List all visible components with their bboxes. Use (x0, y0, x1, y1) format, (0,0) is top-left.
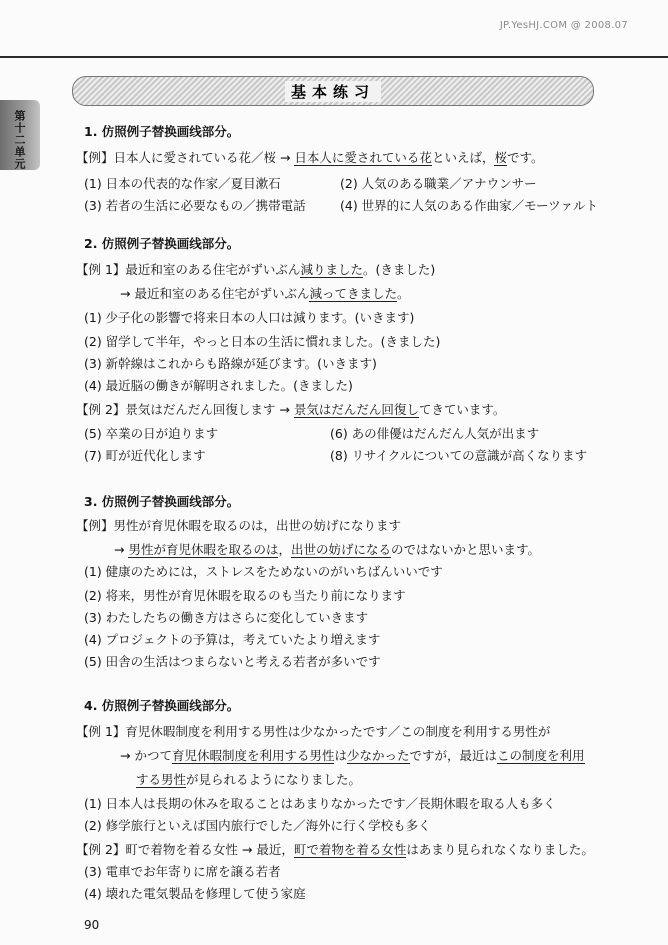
s3-item-3: (3) わたしたちの働き方はさらに変化していきます (84, 610, 369, 625)
s2-example-2: 【例 2】景気はだんだん回復します → 景気はだんだん回復してきています。 (76, 402, 506, 417)
s4-item-4: (4) 壊れた電気製品を修理して使う家庭 (84, 886, 306, 901)
s4-example-1: 【例 1】育児休暇制度を利用する男性は少なかったです／この制度を利用する男性が (76, 724, 551, 739)
s2-item-1: (1) 少子化の影響で将来日本の人口は減ります。(いきます) (84, 310, 415, 325)
s4-example-1-answer-cont: する男性が見られるようになりました。 (136, 772, 362, 787)
section-1-heading: 1. 仿照例子替换画线部分。 (84, 124, 240, 139)
header-rule (0, 56, 668, 58)
s3-example: 【例】男性が育児休暇を取るのは，出世の妨げになります (76, 518, 402, 533)
watermark: JP.YesHJ.COM @ 2008.07 (499, 20, 628, 31)
section-3-heading: 3. 仿照例子替换画线部分。 (84, 494, 240, 509)
s1-item-4: (4) 世界的に人気のある作曲家／モーツァルト (340, 198, 599, 213)
s1-item-3: (3) 若者の生活に必要なもの／携帯電話 (84, 198, 306, 213)
s2-item-4: (4) 最近脳の働きが解明されました。(きました) (84, 378, 353, 393)
page-number: 90 (84, 918, 100, 932)
s2-item-8: (8) リサイクルについての意識が高くなります (330, 448, 588, 463)
unit-side-tab (0, 100, 40, 170)
section-2-heading: 2. 仿照例子替换画线部分。 (84, 236, 240, 251)
section-4-heading: 4. 仿照例子替换画线部分。 (84, 698, 240, 713)
s3-item-5: (5) 田舎の生活はつまらないと考える若者が多いです (84, 654, 381, 669)
section-1-example: 【例】日本人に愛されている花／桜 → 日本人に愛されている花といえば，桜です。 (76, 150, 544, 165)
s2-item-3: (3) 新幹線はこれからも路線が延びます。(いきます) (84, 356, 377, 371)
s4-item-2: (2) 修学旅行といえば国内旅行でした／海外に行く学校も多く (84, 818, 431, 833)
s4-example-1-answer: → かつて育児休暇制度を利用する男性は少なかったですが，最近はこの制度を利用 (120, 748, 585, 763)
s3-item-4: (4) プロジェクトの予算は，考えていたより増えます (84, 632, 381, 647)
s2-item-2: (2) 留学して半年，やっと日本の生活に慣れました。(きました) (84, 334, 441, 349)
s1-item-1: (1) 日本の代表的な作家／夏目漱石 (84, 176, 281, 191)
s3-example-answer: → 男性が育児休暇を取るのは，出世の妨げになるのではないかと思います。 (114, 542, 541, 557)
s2-example-1: 【例 1】最近和室のある住宅がずいぶん減りました。(きました) (76, 262, 436, 277)
s4-item-1: (1) 日本人は長期の休みを取ることはあまりなかったです／長期休暇を取る人も多く (84, 796, 556, 811)
s4-example-2: 【例 2】町で着物を着る女性 → 最近，町で着物を着る女性はあまり見られなくなりました。 (76, 842, 594, 857)
s2-item-6: (6) あの俳優はだんだん人気が出ます (330, 426, 540, 441)
s3-item-2: (2) 将来，男性が育児休暇を取るのも当たり前になります (84, 588, 406, 603)
banner-title: 基本练习 (285, 81, 381, 102)
s2-item-5: (5) 卒業の日が迫ります (84, 426, 219, 441)
s4-item-3: (3) 電車でお年寄りに席を譲る若者 (84, 864, 281, 879)
s2-example-1-answer: → 最近和室のある住宅がずいぶん減ってきました。 (120, 286, 410, 301)
s1-item-2: (2) 人気のある職業／アナウンサー (340, 176, 537, 191)
section-banner (72, 76, 594, 106)
s3-item-1: (1) 健康のためには，ストレスをためないのがいちばんいいです (84, 564, 443, 579)
s2-item-7: (7) 町が近代化します (84, 448, 206, 463)
unit-side-tab-label: 第十二单元 (13, 110, 26, 170)
